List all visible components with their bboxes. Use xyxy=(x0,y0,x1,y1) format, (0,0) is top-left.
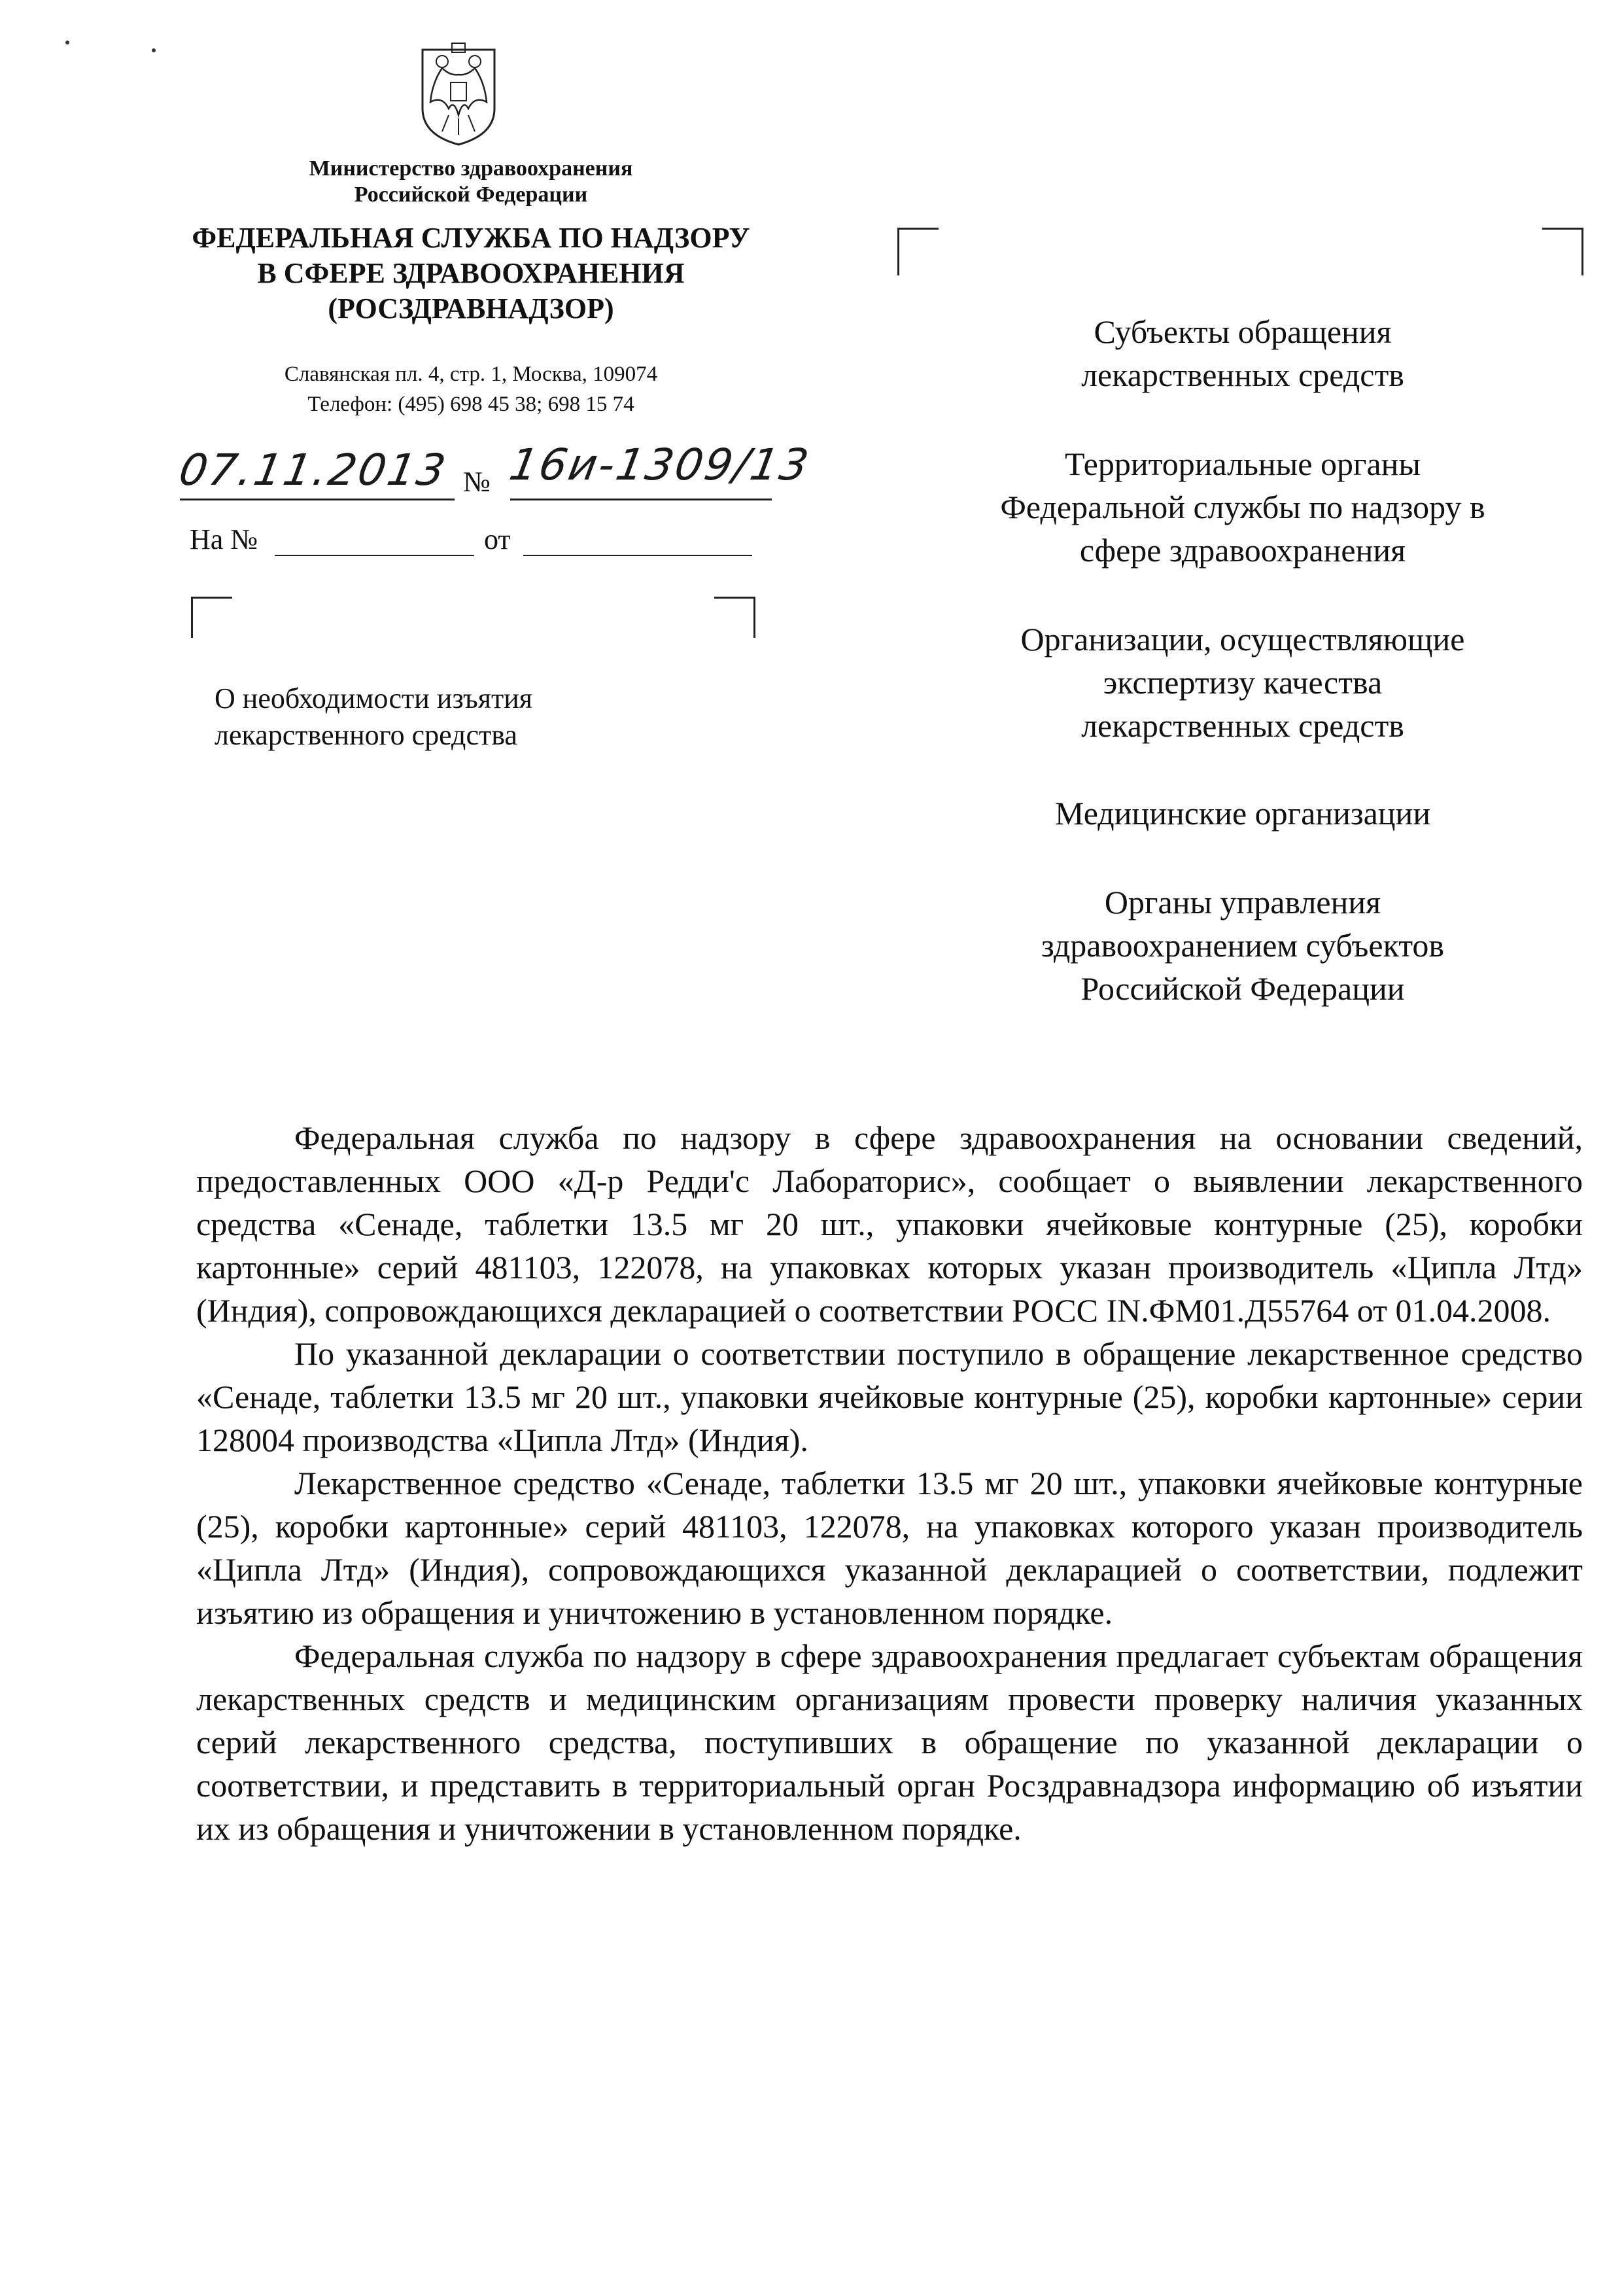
addressee-group5-line2: здравоохранением субъектов xyxy=(1041,927,1445,964)
agency-name-line2: В СФЕРЕ ЗДРАВООХРАНЕНИЯ xyxy=(257,257,685,289)
addressee-group1-line2: лекарственных средств xyxy=(1081,357,1404,393)
addressee-group5-line3: Российской Федерации xyxy=(1080,970,1405,1007)
addressee-group4-line1: Медицинские организации xyxy=(1054,795,1431,832)
coat-of-arms-emblem xyxy=(416,37,501,148)
ministry-name-line1: Министерство здравоохранения xyxy=(309,156,633,181)
addressee-corner-top-right xyxy=(1542,228,1583,275)
subject-corner-top-right xyxy=(714,597,755,638)
addressee-group2-line2: Федеральной службы по надзору в xyxy=(1000,489,1485,525)
registration-number: 16и-1309/13 xyxy=(506,440,814,490)
addressee-corner-top-left xyxy=(897,228,939,275)
addressee-group3-line1: Организации, осуществляющие xyxy=(1020,621,1465,657)
reference-number-label: На № xyxy=(190,523,258,555)
addressee-group3-line3: лекарственных средств xyxy=(1081,707,1404,744)
agency-phone: Телефон: (495) 698 45 38; 698 15 74 xyxy=(307,393,634,416)
ministry-name-line2: Российской Федерации xyxy=(354,183,588,207)
subject-corner-top-left xyxy=(191,597,232,638)
scan-speck xyxy=(152,48,156,52)
letter-body xyxy=(196,1116,1583,1850)
addressee-group5-line1: Органы управления xyxy=(1104,884,1381,920)
registration-number-underline xyxy=(510,499,772,500)
agency-address: Славянская пл. 4, стр. 1, Москва, 109074 xyxy=(284,362,658,386)
body-paragraph-2: По указанной декларации о соответствии поступило в обращение лекарственное средство «Сенаде, таблетки 13.5 мг 20 шт., упаковки ячейковые контурные (25), коробки картонные» серии 128004 производства «Ципла Лтд» (Индия). xyxy=(196,1335,1583,1458)
body-paragraph-4: Федеральная служба по надзору в сфере здравоохранения предлагает субъектам обращения лекарственных средств и медицинским организациям провести проверку наличия указанных серий лекарственного средства, поступивших в обращение по указанной декларации о соответствии, и представить в территориальный орган Росздравнадзора информацию об изъятии их из обращения и уничтожении в установленном порядке. xyxy=(196,1638,1583,1847)
addressee-group1-line1: Субъекты обращения xyxy=(1094,313,1392,350)
body-paragraph-1: Федеральная служба по надзору в сфере здравоохранения на основании сведений, предоставленных ООО «Д-р Редди'с Лабораторис», сообщает о выявлении лекарственного средства «Сенаде, таблетки 13.5 мг 20 шт., упаковки ячейковые контурные (25), коробки картонные» серий 481103, 122078, на упаковках которых указан производитель «Ципла Лтд» (Индия), сопровождающихся декларацией о соответствии РОСС IN.ФМ01.Д55764 от 01.04.2008. xyxy=(196,1119,1583,1329)
addressee-group3-line2: экспертизу качества xyxy=(1103,664,1383,701)
registration-number-sign: № xyxy=(463,466,491,498)
agency-name-line3: (РОСЗДРАВНАДЗОР) xyxy=(328,292,614,324)
subject-line1: О необходимости изъятия xyxy=(215,682,532,714)
body-paragraph-3: Лекарственное средство «Сенаде, таблетки 13.5 мг 20 шт., упаковки ячейковые контурные (25), коробки картонные» серий 481103, 122078, на упаковках которого указан производитель «Ципла Лтд» (Индия), сопровождающихся указанной декларацией о соответствии, подлежит изъятию из обращения и уничтожению в установленном порядке. xyxy=(196,1465,1583,1631)
agency-name-line1: ФЕДЕРАЛЬНАЯ СЛУЖБА ПО НАДЗОРУ xyxy=(192,222,750,254)
registration-date-underline xyxy=(180,499,455,500)
reference-from-label: от xyxy=(484,523,511,555)
addressee-group2-line3: сфере здравоохранения xyxy=(1079,532,1406,569)
scan-speck xyxy=(65,41,69,44)
reference-from-blank xyxy=(523,555,752,556)
addressee-group2-line1: Территориальные органы xyxy=(1064,446,1421,482)
registration-date: 07.11.2013 xyxy=(175,445,451,495)
reference-number-blank xyxy=(275,555,474,556)
subject-line2: лекарственного средства xyxy=(215,719,517,751)
